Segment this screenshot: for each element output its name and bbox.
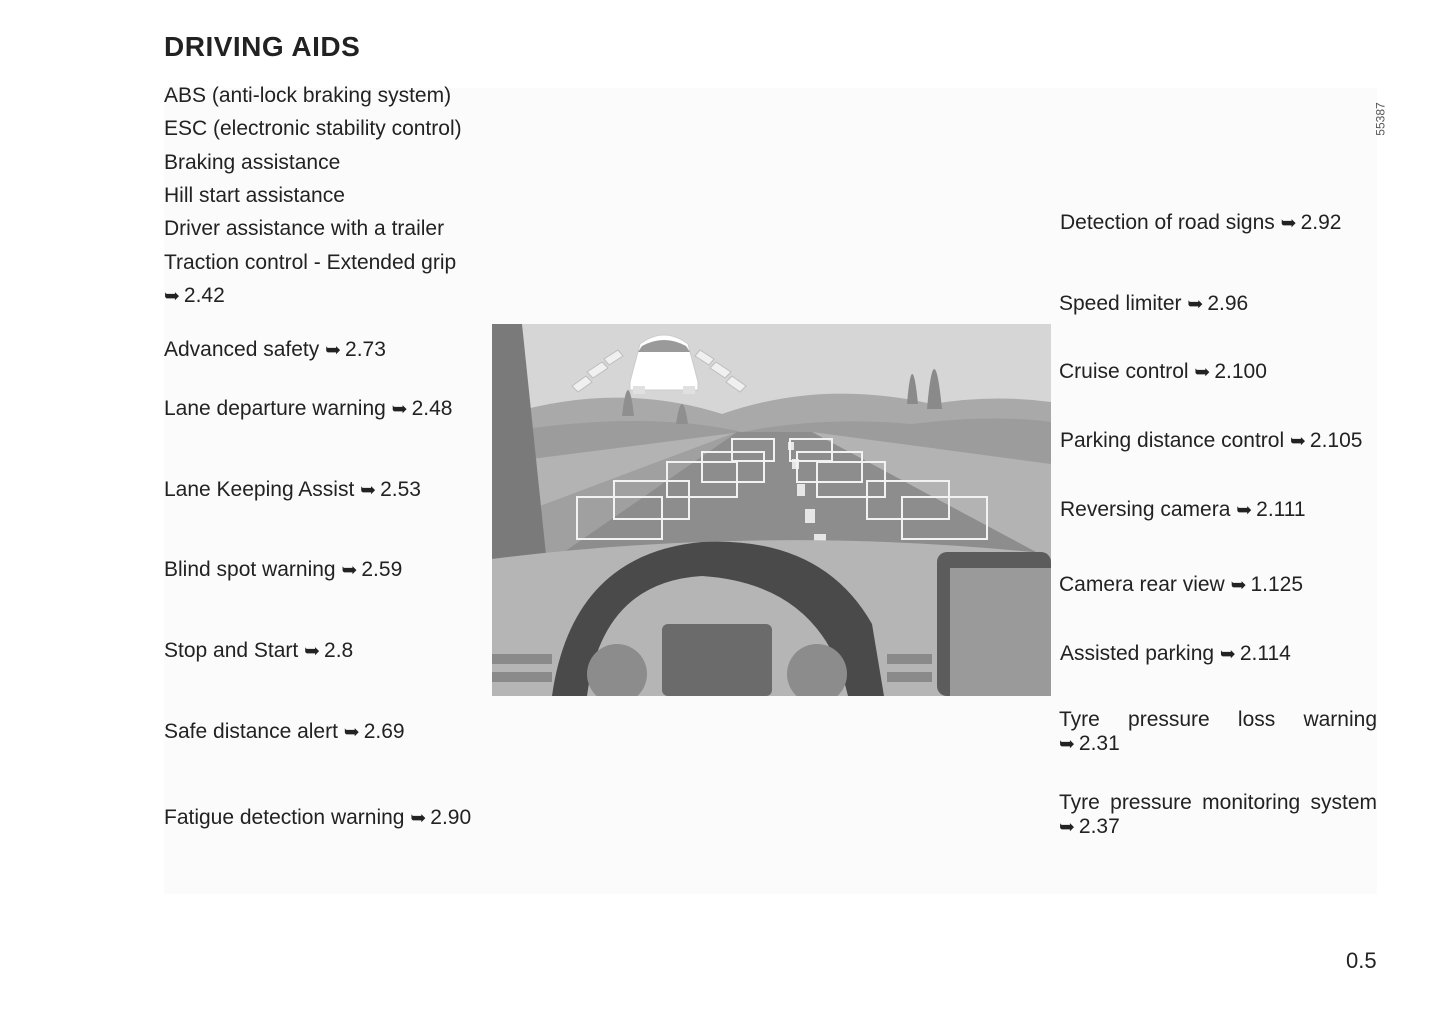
item-label: Parking distance control bbox=[1060, 429, 1285, 452]
esc-link: ESC (electronic stability control) bbox=[164, 117, 462, 140]
arrow-icon: ➥ bbox=[391, 398, 408, 420]
tyre-pressure-monitoring-link[interactable] bbox=[1059, 791, 1377, 839]
arrow-icon: ➥ bbox=[343, 721, 360, 743]
figure-reference-code: 55387 bbox=[1373, 102, 1388, 136]
arrow-icon: ➥ bbox=[304, 640, 321, 662]
arrow-icon: ➥ bbox=[1194, 361, 1211, 383]
page-ref: 2.8 bbox=[324, 639, 354, 662]
hill-start-link: Hill start assistance bbox=[164, 184, 345, 207]
page-ref: 2.73 bbox=[345, 338, 386, 361]
group-page-reference[interactable] bbox=[164, 284, 225, 308]
arrow-icon: ➥ bbox=[1059, 816, 1075, 838]
page-ref: 2.59 bbox=[361, 558, 403, 581]
item-label: Cruise control bbox=[1059, 360, 1189, 383]
page-ref: 2.100 bbox=[1214, 360, 1267, 383]
tyre-pressure-loss-link[interactable] bbox=[1059, 708, 1377, 756]
page-ref: 2.111 bbox=[1256, 498, 1306, 521]
page-ref: 1.125 bbox=[1250, 573, 1304, 596]
page-ref: 2.42 bbox=[183, 284, 225, 307]
arrow-icon: ➥ bbox=[1187, 293, 1204, 315]
arrow-icon: ➥ bbox=[1059, 733, 1075, 755]
instrument-display bbox=[662, 624, 772, 696]
arrow-icon: ➥ bbox=[1280, 212, 1297, 234]
page-ref: 2.114 bbox=[1239, 642, 1291, 665]
item-label: Stop and Start bbox=[164, 639, 299, 662]
page-ref: 2.69 bbox=[363, 720, 405, 743]
page-number: 0.5 bbox=[1346, 948, 1377, 973]
arrow-icon: ➥ bbox=[341, 559, 358, 581]
item-label: Safe distance alert bbox=[164, 720, 338, 743]
page-ref: 2.105 bbox=[1309, 429, 1363, 452]
fatigue-detection-link[interactable] bbox=[164, 806, 471, 830]
assisted-parking-link[interactable] bbox=[1060, 642, 1291, 666]
safe-distance-link[interactable] bbox=[164, 720, 405, 744]
item-label: Camera rear view bbox=[1059, 573, 1225, 596]
arrow-icon: ➥ bbox=[1236, 499, 1253, 521]
parking-distance-link[interactable] bbox=[1060, 429, 1362, 453]
speed-limiter-link[interactable] bbox=[1059, 292, 1248, 316]
blind-spot-link[interactable] bbox=[164, 558, 402, 582]
lane-dash bbox=[797, 484, 805, 496]
dashboard-illustration bbox=[492, 324, 1051, 696]
road-signs-link[interactable] bbox=[1060, 211, 1341, 235]
item-label: Speed limiter bbox=[1059, 292, 1182, 315]
arrow-icon: ➥ bbox=[1219, 643, 1236, 665]
item-label: Lane departure warning bbox=[164, 397, 386, 420]
arrow-icon: ➥ bbox=[1289, 430, 1306, 452]
page-title: DRIVING AIDS bbox=[164, 31, 361, 62]
arrow-icon: ➥ bbox=[360, 479, 377, 501]
lane-keeping-link[interactable] bbox=[164, 478, 421, 502]
lane-departure-link[interactable] bbox=[164, 397, 452, 421]
item-label: Advanced safety bbox=[164, 338, 320, 361]
item-label: Reversing camera bbox=[1060, 498, 1231, 521]
arrow-icon: ➥ bbox=[164, 285, 180, 307]
item-label: Blind spot warning bbox=[164, 558, 336, 581]
page-ref: 2.31 bbox=[1078, 732, 1120, 755]
traction-control-link: Traction control - Extended grip bbox=[164, 251, 457, 274]
item-label: Lane Keeping Assist bbox=[164, 478, 355, 501]
touchscreen-display bbox=[950, 568, 1051, 696]
arrow-icon: ➥ bbox=[325, 339, 342, 361]
lane-dash bbox=[805, 509, 815, 523]
page-ref: 2.48 bbox=[411, 397, 453, 420]
arrow-icon: ➥ bbox=[1230, 574, 1247, 596]
item-label: Fatigue detection warning bbox=[164, 806, 405, 829]
arrow-icon: ➥ bbox=[410, 807, 427, 829]
cruise-control-link[interactable] bbox=[1059, 360, 1267, 384]
page-ref: 2.92 bbox=[1300, 211, 1342, 234]
advanced-safety-link[interactable] bbox=[164, 338, 386, 362]
abs-link: ABS (anti-lock braking system) bbox=[164, 84, 452, 107]
car-icon bbox=[630, 335, 698, 394]
page-ref: 2.53 bbox=[380, 478, 421, 501]
trailer-assist-link: Driver assistance with a trailer bbox=[164, 217, 445, 240]
stop-and-start-link[interactable] bbox=[164, 639, 353, 663]
braking-assistance-link: Braking assistance bbox=[164, 151, 341, 174]
item-label: Detection of road signs bbox=[1060, 211, 1275, 234]
reversing-camera-link[interactable] bbox=[1060, 498, 1306, 522]
item-label: Assisted parking bbox=[1060, 642, 1215, 665]
item-label: Tyre pressure monitoring system bbox=[1059, 791, 1377, 814]
page-ref: 2.90 bbox=[430, 806, 472, 829]
camera-rear-view-link[interactable] bbox=[1059, 573, 1303, 597]
item-label: Tyre pressure loss warning bbox=[1059, 708, 1377, 731]
page-ref: 2.37 bbox=[1078, 815, 1120, 838]
page-ref: 2.96 bbox=[1207, 292, 1249, 315]
